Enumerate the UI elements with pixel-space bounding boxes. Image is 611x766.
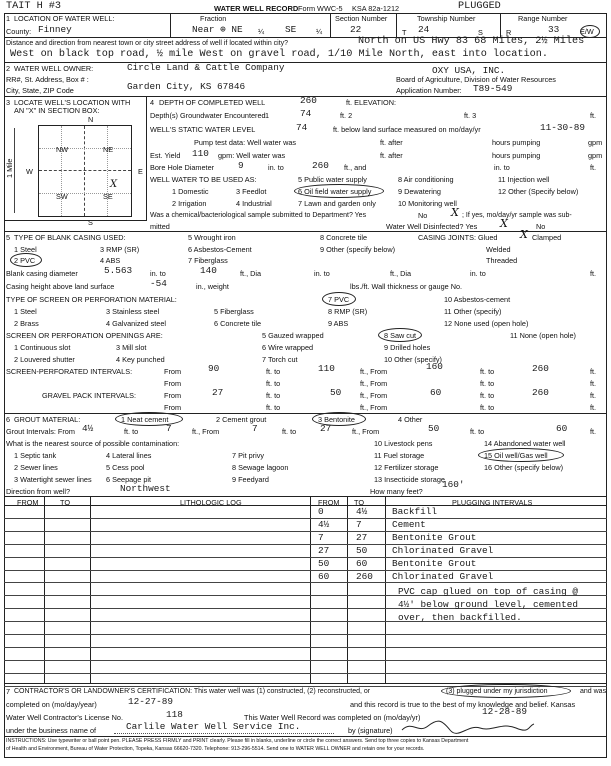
screen-10: 10 Asbestos-cement xyxy=(444,295,511,304)
pump-label: Pump test data: Well water was xyxy=(194,138,297,147)
opening-8-circle xyxy=(378,328,422,342)
disinfected-no: No xyxy=(536,222,546,231)
s6-number: 6 xyxy=(6,415,11,424)
status-stamp: PLUGGED xyxy=(458,1,501,12)
pump-gpm: gpm xyxy=(588,138,603,147)
bcd-label: Blank casing diameter xyxy=(6,269,78,278)
south-label: S xyxy=(88,218,93,227)
distance-line-1: North on US Hwy 83 68 Miles, 2½ Miles xyxy=(358,36,585,47)
spi-ft-from-1: ft., From xyxy=(360,367,388,376)
use-9: 9 Dewatering xyxy=(398,187,441,196)
distance-label: Distance and direction from nearest town or city street address of well if located within city? xyxy=(6,40,289,47)
spi-1-to: 110 xyxy=(318,363,335,374)
ksa: KSA 82a-1212 xyxy=(352,4,400,13)
opening-11: 11 None (open hole) xyxy=(510,331,576,340)
gpi-from-1: From xyxy=(164,391,182,400)
bore-ft: ft. xyxy=(590,163,597,172)
opening-3: 3 Mill slot xyxy=(116,343,147,352)
cert-plugged: (3) plugged under my jurisdiction xyxy=(446,688,548,695)
gpi-ft-to-3: ft. to xyxy=(266,403,281,412)
bcd-ft-dia: ft., Dia xyxy=(240,269,262,278)
use-4: 4 Industrial xyxy=(236,199,272,208)
gi-ft-to-3: ft. to xyxy=(470,427,485,436)
opening-6: 6 Wire wrapped xyxy=(262,343,314,352)
completed-label: completed on (mo/day/year) xyxy=(6,700,97,709)
spi-ft-to-4: ft. to xyxy=(480,379,495,388)
spi-from-2: From xyxy=(164,379,182,388)
gpi-ft-end-1: ft. xyxy=(590,391,597,400)
gpi-1-to: 50 xyxy=(330,387,342,398)
gi-1-from: 4½ xyxy=(82,423,94,434)
sw-label: SW xyxy=(56,192,68,201)
use-3: 3 Feedlot xyxy=(236,187,267,196)
bcd-ft-dia-2: ft., Dia xyxy=(390,269,412,278)
clamp-x: X xyxy=(520,228,528,241)
county-label: County: xyxy=(6,27,32,36)
gpi-ft-to-1: ft. to xyxy=(266,391,281,400)
direction-label: Direction from well? xyxy=(6,487,71,496)
t-label: T xyxy=(402,28,407,37)
tait-label: TAIT H #3 xyxy=(6,1,62,12)
casing-3: 3 RMP (SR) xyxy=(100,245,140,254)
gw-ft: ft. xyxy=(590,111,597,120)
plug-row-to: 60 xyxy=(356,558,368,569)
gpi-label: GRAVEL PACK INTERVALS: xyxy=(42,391,137,400)
threaded-label: Threaded xyxy=(486,256,518,265)
grout-label: GROUT MATERIAL: xyxy=(14,415,81,424)
bcd-to-value: 140 xyxy=(200,265,217,276)
gi-ft-from-1: ft., From xyxy=(192,427,220,436)
screen-9: 9 ABS xyxy=(328,319,349,328)
joints-label: CASING JOINTS: Glued xyxy=(418,233,498,242)
instructions-2: of Health and Environment, Bureau of Water Protection, Topeka, Kansas 66620-7320. Telephone: 913-296-5514. Send one to WATER WELL OWNER and retain one for your records. xyxy=(6,746,425,752)
use-6-circle xyxy=(294,184,384,198)
opening-9: 9 Drilled holes xyxy=(384,343,431,352)
gi-1-to: 7 xyxy=(166,423,172,434)
use-1: 1 Domestic xyxy=(172,187,209,196)
depth-label: DEPTH OF COMPLETED WELL xyxy=(159,98,266,107)
use-7: 7 Lawn and garden only xyxy=(298,199,376,208)
use-10: 10 Monitoring well xyxy=(398,199,457,208)
lbs-label: lbs./ft. Wall thickness or gauge No. xyxy=(350,282,463,291)
fraction-value: Near ⊕ NE xyxy=(192,24,243,35)
col-lithologic-log: LITHOLOGIC LOG xyxy=(180,498,242,507)
plug-row-from: 7 xyxy=(318,532,324,543)
use-2: 2 Irrigation xyxy=(172,199,207,208)
use-11: 11 Injection well xyxy=(498,175,550,184)
plug-row-from: 50 xyxy=(318,558,330,569)
how-many-value: 160' xyxy=(442,479,465,490)
business-label: under the business name of xyxy=(6,726,97,735)
col-plugging: PLUGGING INTERVALS xyxy=(452,498,533,507)
s2-number: 2 xyxy=(6,64,11,73)
gpi-ft-to-4: ft. to xyxy=(480,403,495,412)
casing-5: 5 Wrought iron xyxy=(188,233,236,242)
src-13: 13 Insecticide storage xyxy=(374,475,445,484)
east-label: E xyxy=(138,167,143,176)
bcd-in-to-2: in. to xyxy=(314,269,330,278)
gpi-1-from-2: 60 xyxy=(430,387,442,398)
gi-ft-end: ft. xyxy=(590,427,597,436)
chem-x: X xyxy=(451,206,459,219)
opening-5: 5 Gauzed wrapped xyxy=(262,331,324,340)
plug-note-1: PVC cap glued on top of casing @ xyxy=(398,586,579,597)
col-to: TO xyxy=(60,498,71,507)
screen-1: 1 Steel xyxy=(14,307,37,316)
casing-7: 7 Fiberglass xyxy=(188,256,228,265)
bore-in-to-2: in. to xyxy=(494,163,510,172)
disinfected-label: Water Well Disinfected? Yes xyxy=(386,222,478,231)
mitted: mitted xyxy=(150,222,170,231)
s1-number: 1 xyxy=(6,14,11,23)
depth-value: 260 xyxy=(300,95,317,106)
yield-gpm: gpm: Well water was xyxy=(218,151,286,160)
src-15: 15 Oil well/Gas well xyxy=(484,451,548,460)
col-from: FROM xyxy=(17,498,39,507)
gpi-ft-end-2: ft. xyxy=(590,403,597,412)
spi-1-from: 90 xyxy=(208,363,220,374)
township-number-label: Township Number xyxy=(417,14,476,23)
gpi-ft-from-2: ft., From xyxy=(360,403,388,412)
county-value: Finney xyxy=(38,24,72,35)
static-value: 74 xyxy=(296,122,308,133)
yield-ft-after: ft. after xyxy=(380,151,403,160)
static-date: 11-30-89 xyxy=(540,122,586,133)
plug-row-to: 50 xyxy=(356,545,368,556)
spi-ft-end-1: ft. xyxy=(590,367,597,376)
casing-6: 6 Asbestos-Cement xyxy=(188,245,252,254)
screen-8: 8 RMP (SR) xyxy=(328,307,368,316)
src-3: 3 Watertight sewer lines xyxy=(14,475,92,484)
license-value: 118 xyxy=(166,709,183,720)
plug-row-to: 4½ xyxy=(356,506,368,517)
section-number-label: Section Number xyxy=(335,14,388,23)
gi-2-to: 27 xyxy=(320,423,332,434)
how-many-label: How many feet? xyxy=(370,487,423,496)
spi-ft-to-1: ft. to xyxy=(266,367,281,376)
range-number-label: Range Number xyxy=(518,14,568,23)
casing-9: 9 Other (specify below) xyxy=(320,245,396,254)
src-15-circle xyxy=(478,448,564,462)
range-value: 33 xyxy=(548,24,560,35)
gw-2-label: ft. 2 xyxy=(340,111,353,120)
chem-question: Was a chemical/bacteriological sample submitted to Department? Yes xyxy=(150,212,367,219)
src-11: 11 Fuel storage xyxy=(374,451,425,460)
screen-11: 11 Other (specify) xyxy=(444,307,502,316)
application-label: Application Number: xyxy=(396,86,462,95)
pump-ft-after: ft. after xyxy=(380,138,403,147)
screen-label: TYPE OF SCREEN OR PERFORATION MATERIAL: xyxy=(6,295,177,304)
signature-label: by (signature) xyxy=(348,726,393,735)
screen-4: 4 Galvanized steel xyxy=(106,319,167,328)
s3-label-2: AN "X" IN SECTION BOX: xyxy=(14,106,100,115)
chem-rest: ; If yes, mo/day/yr sample was sub- xyxy=(462,212,572,219)
cert-plugged-circle xyxy=(441,684,571,698)
grout-2: 2 Cement grout xyxy=(216,415,267,424)
use-5: 5 Public water supply xyxy=(298,175,367,184)
plug-row-desc: Bentonite Grout xyxy=(392,558,477,569)
application-value: T89-549 xyxy=(473,83,513,94)
yield-hours: hours pumping xyxy=(492,151,541,160)
s4-number: 4 xyxy=(150,98,155,107)
owner-value: Circle Land & Cattle Company xyxy=(127,62,285,73)
gi-3-to: 60 xyxy=(556,423,568,434)
bore-value: 9 xyxy=(238,160,244,171)
fraction-label: Fraction xyxy=(200,14,227,23)
disinfected-x: X xyxy=(500,217,508,230)
src-12: 12 Fertilizer storage xyxy=(374,463,439,472)
static-label: WELL'S STATIC WATER LEVEL xyxy=(150,125,256,134)
gi-2-from: 7 xyxy=(252,423,258,434)
gpi-from-2: From xyxy=(164,403,182,412)
casing-1: 1 Steel xyxy=(14,245,37,254)
src-4: 4 Lateral lines xyxy=(106,451,152,460)
nw-label: NW xyxy=(56,145,69,154)
gw-label: Depth(s) Groundwater Encountered xyxy=(150,111,266,120)
license-label: Water Well Contractor's License No. xyxy=(6,713,123,722)
s-label: S xyxy=(478,28,483,37)
quarter-1: ¼ xyxy=(258,27,265,36)
use-label: WELL WATER TO BE USED AS: xyxy=(150,175,257,184)
src-14: 14 Abandoned water well xyxy=(484,439,566,448)
opening-1: 1 Continuous slot xyxy=(14,343,71,352)
chem-no: No xyxy=(418,211,428,220)
clamped-label: Clamped xyxy=(532,233,562,242)
src-8: 8 Sewage lagoon xyxy=(232,463,289,472)
board-label: Board of Agriculture, Division of Water Resources xyxy=(396,75,556,84)
bore-ft-and: ft., and xyxy=(344,163,367,172)
signature xyxy=(398,716,538,736)
bcd-in-to-3: in. to xyxy=(470,269,486,278)
north-label: N xyxy=(88,115,94,124)
plug-row-from: 60 xyxy=(318,571,330,582)
height-rest: in., weight xyxy=(196,282,229,291)
gi-ft-to-1: ft. to xyxy=(124,427,139,436)
col-to-2: TO xyxy=(354,498,365,507)
gpi-1-from: 27 xyxy=(212,387,224,398)
spi-ft-to-2: ft. to xyxy=(480,367,495,376)
gpi-1-to-2: 260 xyxy=(532,387,549,398)
gw-1-label: 1 xyxy=(265,111,270,120)
bore-in-to: in. to xyxy=(268,163,284,172)
use-8: 8 Air conditioning xyxy=(398,175,454,184)
fraction-se: SE xyxy=(285,24,297,35)
screen-12: 12 None used (open hole) xyxy=(444,319,529,328)
grout-4: 4 Other xyxy=(398,415,423,424)
spi-ft-from-2: ft., From xyxy=(360,379,388,388)
plug-row-desc: Backfill xyxy=(392,506,438,517)
use-12: 12 Other (Specify below) xyxy=(498,187,579,196)
yield-gpm-end: gpm xyxy=(588,151,603,160)
s1-label: LOCATION OF WATER WELL: xyxy=(14,14,115,23)
s7-number: 7 xyxy=(6,687,11,696)
township-value: 24 xyxy=(418,24,430,35)
spi-1-to-2: 260 xyxy=(532,363,549,374)
well-x-mark: X xyxy=(110,179,118,190)
bore-label: Bore Hole Diameter xyxy=(150,163,215,172)
elevation-label: ft. ELEVATION: xyxy=(346,98,397,107)
spi-from-1: From xyxy=(164,367,182,376)
opening-2: 2 Louvered shutter xyxy=(14,355,75,364)
screen-7-circle xyxy=(322,292,356,306)
gi-label: Grout Intervals: From xyxy=(6,427,75,436)
casing-4: 4 ABS xyxy=(100,256,121,265)
instructions-1: INSTRUCTIONS: Use typewriter or ball point pen. PLEASE PRESS FIRMLY and PRINT clearly. Please fill in blanks, underline or circle the correct answers. Send top three copies to Kansas Department xyxy=(6,738,469,744)
bore-to-value: 260 xyxy=(312,160,329,171)
plug-note-2: 4½' below ground level, cemented xyxy=(398,599,579,610)
direction-value: Northwest xyxy=(120,483,171,494)
opening-8: 8 Saw cut xyxy=(384,331,417,340)
city-value: Garden City, KS 67846 xyxy=(127,81,246,92)
src-16: 16 Other (specify below) xyxy=(484,463,564,472)
gi-3-from: 50 xyxy=(428,423,440,434)
spi-label: SCREEN-PERFORATED INTERVALS: xyxy=(6,367,133,376)
quarter-2: ¼ xyxy=(316,27,323,36)
source-label: What is the nearest source of possible contamination: xyxy=(6,439,180,448)
src-9: 9 Feedyard xyxy=(232,475,269,484)
height-label: Casing height above land surface xyxy=(6,282,115,291)
gpi-ft-to-2: ft. to xyxy=(480,391,495,400)
use-6: 6 Oil field water supply xyxy=(298,187,372,196)
screen-2: 2 Brass xyxy=(14,319,39,328)
grout-1-circle xyxy=(115,412,183,426)
gpi-ft-from-1: ft., From xyxy=(360,391,388,400)
src-6: 6 Seepage pit xyxy=(106,475,152,484)
plug-row-desc: Cement xyxy=(392,519,426,530)
plug-row-to: 7 xyxy=(356,519,362,530)
west-label: W xyxy=(26,167,33,176)
gw-1-value: 74 xyxy=(300,108,312,119)
casing-2: 2 PVC xyxy=(14,256,36,265)
gi-ft-from-2: ft., From xyxy=(352,427,380,436)
form-number: Form WWC-5 xyxy=(298,4,343,13)
openings-label: SCREEN OR PERFORATION OPENINGS ARE: xyxy=(6,331,163,340)
src-7: 7 Pit privy xyxy=(232,451,265,460)
completed-value: 12-27-89 xyxy=(128,696,174,707)
ew-label: E/W xyxy=(580,27,594,36)
opening-7: 7 Torch cut xyxy=(262,355,298,364)
src-1: 1 Septic tank xyxy=(14,451,57,460)
opening-10: 10 Other (specify) xyxy=(384,355,442,364)
screen-3: 3 Stainless steel xyxy=(106,307,160,316)
ne-label: NE xyxy=(103,145,114,154)
bcd-ft: ft. xyxy=(590,269,597,278)
s3-number: 3 xyxy=(6,98,11,107)
src-10: 10 Livestock pens xyxy=(374,439,433,448)
plug-row-desc: Chlorinated Gravel xyxy=(392,545,494,556)
gw-3-label: ft. 3 xyxy=(464,111,477,120)
spi-ft-to-3: ft. to xyxy=(266,379,281,388)
s2-label: WATER WELL OWNER: xyxy=(14,64,94,73)
plug-row-from: 4½ xyxy=(318,519,330,530)
casing-label: TYPE OF BLANK CASING USED: xyxy=(14,233,126,242)
spi-ft-end-2: ft. xyxy=(590,379,597,388)
col-from-2: FROM xyxy=(318,498,340,507)
mile-label: 1 Mile xyxy=(5,158,14,178)
completed-rest: and this record is true to the best of my knowledge and belief. Kansas xyxy=(350,700,576,709)
plug-note-3: over, then backfilled. xyxy=(398,612,522,623)
screen-6: 6 Concrete tile xyxy=(214,319,262,328)
grout-3: 3 Bentonite xyxy=(318,415,355,424)
business-value: Carlile Water Well Service Inc. xyxy=(126,721,301,732)
license-rest: This Water Well Record was completed on (mo/day/yr) xyxy=(244,713,421,722)
spi-1-from-2: 160 xyxy=(426,361,443,372)
screen-7: 7 PVC xyxy=(328,295,350,304)
casing-2-circle xyxy=(10,253,42,267)
plug-row-desc: Chlorinated Gravel xyxy=(392,571,494,582)
yield-value: 110 xyxy=(192,148,209,159)
opening-4: 4 Key punched xyxy=(116,355,165,364)
city-label: City, State, ZIP Code xyxy=(6,86,74,95)
s5-number: 5 xyxy=(6,233,11,242)
distance-line-2: West on black top road, ½ mile West on gravel road, 1/10 Mile North, east into location. xyxy=(10,49,548,60)
src-5: 5 Cess pool xyxy=(106,463,145,472)
yield-label: Est. Yield xyxy=(150,151,181,160)
section-box xyxy=(38,125,132,217)
screen-5: 5 Fiberglass xyxy=(214,307,254,316)
plug-row-from: 27 xyxy=(318,545,330,556)
height-value: -54 xyxy=(150,278,167,289)
src-2: 2 Sewer lines xyxy=(14,463,58,472)
welded-label: Welded xyxy=(486,245,511,254)
grout-1: 1 Neat cement xyxy=(121,415,169,424)
plug-row-to: 260 xyxy=(356,571,373,582)
pump-hours: hours pumping xyxy=(492,138,541,147)
record-date: 12-28-89 xyxy=(482,706,528,717)
oxy-value: OXY USA, INC. xyxy=(432,65,506,76)
s3-label-1: LOCATE WELL'S LOCATION WITH xyxy=(14,98,131,107)
form-title: WATER WELL RECORD xyxy=(214,4,299,13)
cert-label: CONTRACTOR'S OR LANDOWNER'S CERTIFICATION: This water well was (1) constructed, (2) reconstructed, or xyxy=(14,688,371,695)
plug-row-from: 0 xyxy=(318,506,324,517)
static-rest: ft. below land surface measured on mo/day/yr xyxy=(333,125,481,134)
casing-8: 8 Concrete tile xyxy=(320,233,368,242)
bcd-value: 5.563 xyxy=(104,265,133,276)
r-label: R xyxy=(506,28,512,37)
bcd-in-to: in. to xyxy=(150,269,166,278)
section-value: 22 xyxy=(350,24,362,35)
gi-ft-to-2: ft. to xyxy=(282,427,297,436)
plug-row-desc: Bentonite Grout xyxy=(392,532,477,543)
se-label: SE xyxy=(103,192,113,201)
plug-row-to: 27 xyxy=(356,532,368,543)
rr-label: RR#, St. Address, Box # : xyxy=(6,75,89,84)
cert-and-was: and was xyxy=(580,688,607,695)
